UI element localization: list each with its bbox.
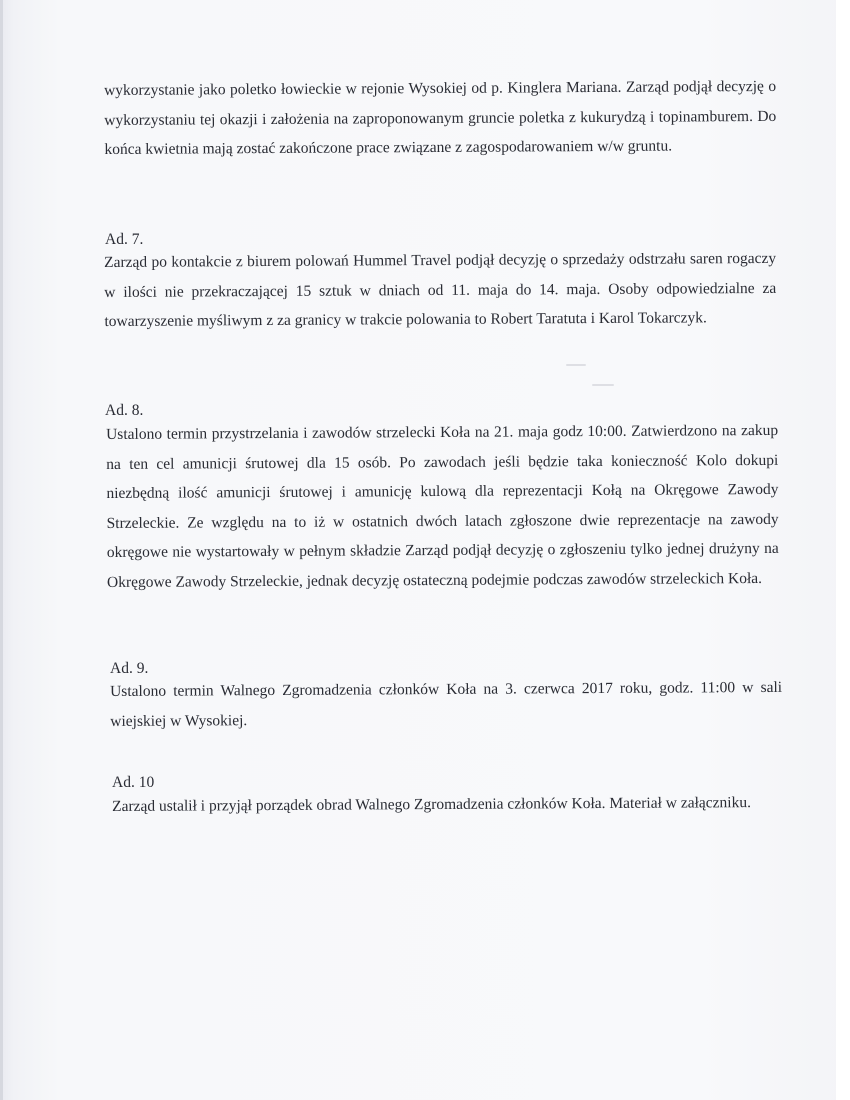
section-text-ad-7: Zarząd po kontakcie z biurem polowań Hummel Travel podjął decyzję o sprzedaży odstrzału saren rogaczy w ilości nie przekraczającej 15 sztuk w dniach od 11. maja do 14. maja. Osoby odpowiedzialne za towarzyszenie myśliwym z za granicy w trakcie polowania to Robert Taratuta i Karol Tokarczyk. xyxy=(104,249,777,330)
section-text-ad-8: Ustalono termin przystrzelania i zawodów strzelecki Koła na 21. maja godz 10:00. Zatwierdzono na zakup na ten cel amunicji śrutowej dla 15 osób. Po zawodach jeśli będzie taka konieczność Kolo dokupi niezbędną ilość amunicji śrutowej i amunicję kulową dla reprezentacji Kołą na Okręgowe Zawody Strzeleckie. Ze względu na to iż w ostatnich dwóch latach zgłoszone dwie reprezentacje na zawody okręgowe nie wystartowały w pełnym składzie Zarząd podjął decyzję o zgłoszeniu tylko jednej drużyny na Okręgowe Zawody Strzeleckie, jednak decyzję ostateczną podejmie podczas zawodów strzeleckich Koła. xyxy=(106,421,779,591)
section-text-ad-10: Zarząd ustalił i przyjął porządek obrad Walnego Zgromadzenia członków Koła. Materiał w załączniku. xyxy=(112,794,752,815)
section-heading-ad-7: Ad. 7. xyxy=(105,231,144,248)
section-text-ad-9: Ustalono termin Walnego Zgromadzenia członków Koła na 3. czerwca 2017 roku, godz. 11:00 w sali wiejskiej w Wysokiej. xyxy=(110,678,783,730)
scan-left-edge xyxy=(0,0,3,1100)
intro-paragraph: wykorzystanie jako poletko łowieckie w rejonie Wysokiej od p. Kinglera Mariana. Zarząd podjął decyzję o wykorzystaniu tej okazji i założenia na zaproponowanym gruncie poletka z kukurydzą i topinamburem. Do końca kwietnia mają zostać zakończone prace związane z zagospodarowaniem w/w gruntu. xyxy=(104,77,777,158)
section-heading-ad-10: Ad. 10 xyxy=(112,774,155,791)
section-heading-ad-8: Ad. 8. xyxy=(105,402,144,419)
section-heading-ad-9: Ad. 9. xyxy=(110,660,149,677)
scan-smudge-mark xyxy=(592,384,614,386)
scan-right-margin xyxy=(836,0,850,1100)
scan-smudge-mark xyxy=(566,364,586,366)
